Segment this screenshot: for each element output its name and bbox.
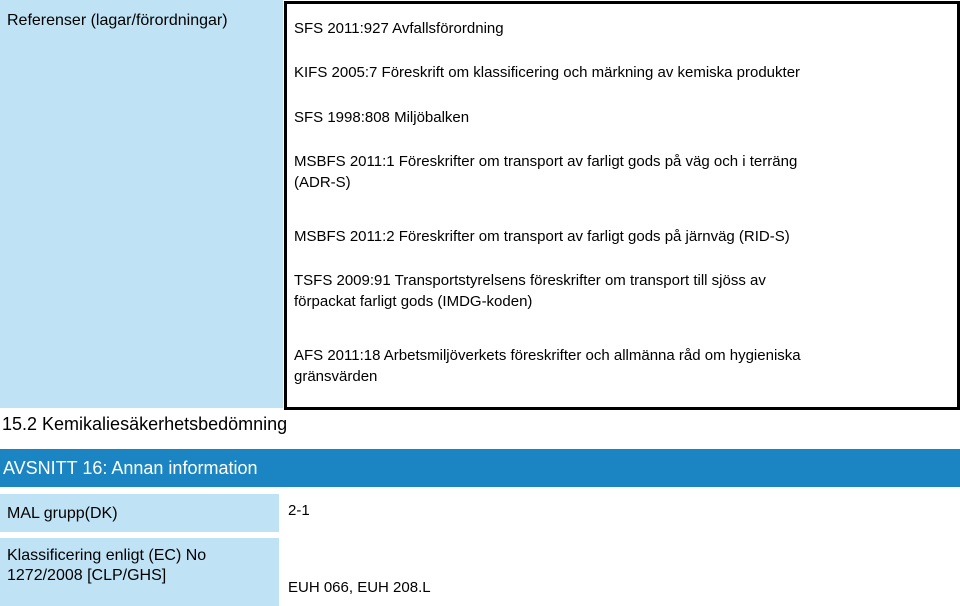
references-label: Referenser (lagar/förordningar) [7,12,228,29]
section-15-2-title: 15.2 Kemikaliesäkerhetsbedömning [2,414,288,434]
mal-group-label: MAL grupp(DK) [7,505,118,522]
reference-line: MSBFS 2011:2 Föreskrifter om transport av farligt gods på järnväg (RID-S) [294,228,790,245]
classification-value: EUH 066, EUH 208.L [288,579,431,596]
reference-item [294,226,924,247]
mal-group-value: 2-1 [288,502,310,519]
reference-item [294,345,924,387]
reference-line: förpackat farligt gods (IMDG-koden) [294,293,533,310]
reference-line: gränsvärden [294,368,378,385]
reference-item [294,18,924,39]
section-16-title: AVSNITT 16: Annan information [3,458,258,478]
references-label-cell [0,0,283,408]
reference-line: KIFS 2005:7 Föreskrift om klassificering och märkning av kemiska produkter [294,64,801,81]
reference-line: SFS 2011:927 Avfallsförordning [294,20,504,37]
reference-item [294,107,924,128]
reference-item [294,62,924,83]
reference-item [294,270,924,312]
reference-line: AFS 2011:18 Arbetsmiljöverkets föreskrifter och allmänna råd om hygieniska [294,347,801,364]
reference-line: TSFS 2009:91 Transportstyrelsens föreskrifter om transport till sjöss av [294,272,766,289]
reference-line: MSBFS 2011:1 Föreskrifter om transport av farligt gods på väg och i terräng [294,153,798,170]
reference-item [294,151,924,193]
reference-line: SFS 1998:808 Miljöbalken [294,109,470,126]
classification-label: Klassificering enligt (EC) No 1272/2008 [CLP/GHS] [7,547,207,584]
reference-line: (ADR-S) [294,174,351,191]
